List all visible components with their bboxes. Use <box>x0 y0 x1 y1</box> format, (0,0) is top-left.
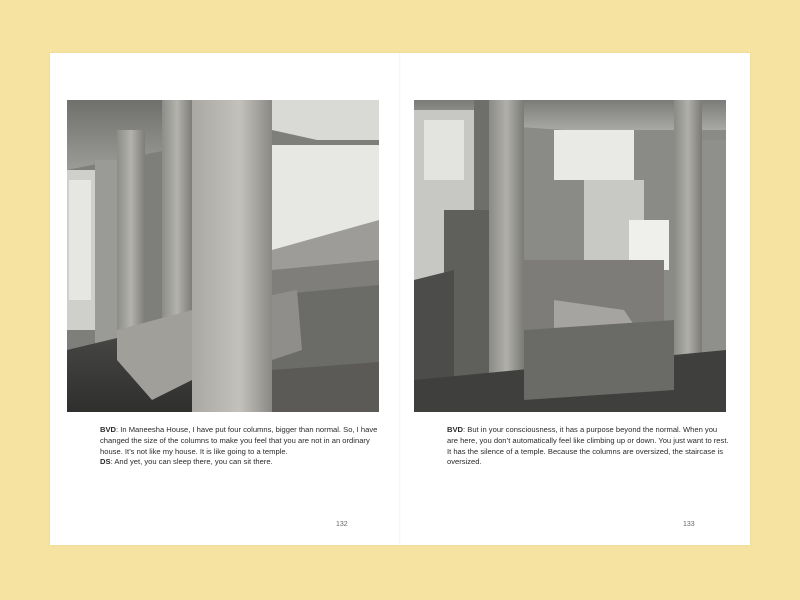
caption-text: : And yet, you can sleep there, you can sit there. <box>110 457 273 467</box>
speaker-label: BVD <box>100 425 117 434</box>
speaker-label: DS <box>100 457 111 467</box>
caption-left-line2 <box>100 457 392 468</box>
photo-left-image <box>67 100 379 412</box>
photo-right-image <box>414 100 726 412</box>
speaker-label: BVD <box>447 425 464 434</box>
page-number-right: 133 <box>683 521 695 528</box>
caption-right <box>447 425 729 468</box>
caption-left <box>100 425 392 468</box>
book-gutter <box>399 53 401 545</box>
caption-text: : But in your consciousness, it has a purpose beyond the normal. When you are here, you don’t automatically feel like climbing up or down. You just want to rest. It has the silence of a temple. Because the columns are oversized, the staircase is oversized. <box>447 425 729 467</box>
caption-right-line1 <box>447 425 729 468</box>
page-number-left: 132 <box>336 521 348 528</box>
caption-left-line1 <box>100 425 392 457</box>
caption-text: : In Maneesha House, I have put four columns, bigger than normal. So, I have changed the size of the columns to make you feel that you are not in an ordinary house. It’s not like my house. It is like going to a temple. <box>100 425 378 456</box>
book-spread <box>50 53 750 545</box>
photo-left-columns-interior <box>67 100 379 412</box>
photo-right-staircase-interior <box>414 100 726 412</box>
